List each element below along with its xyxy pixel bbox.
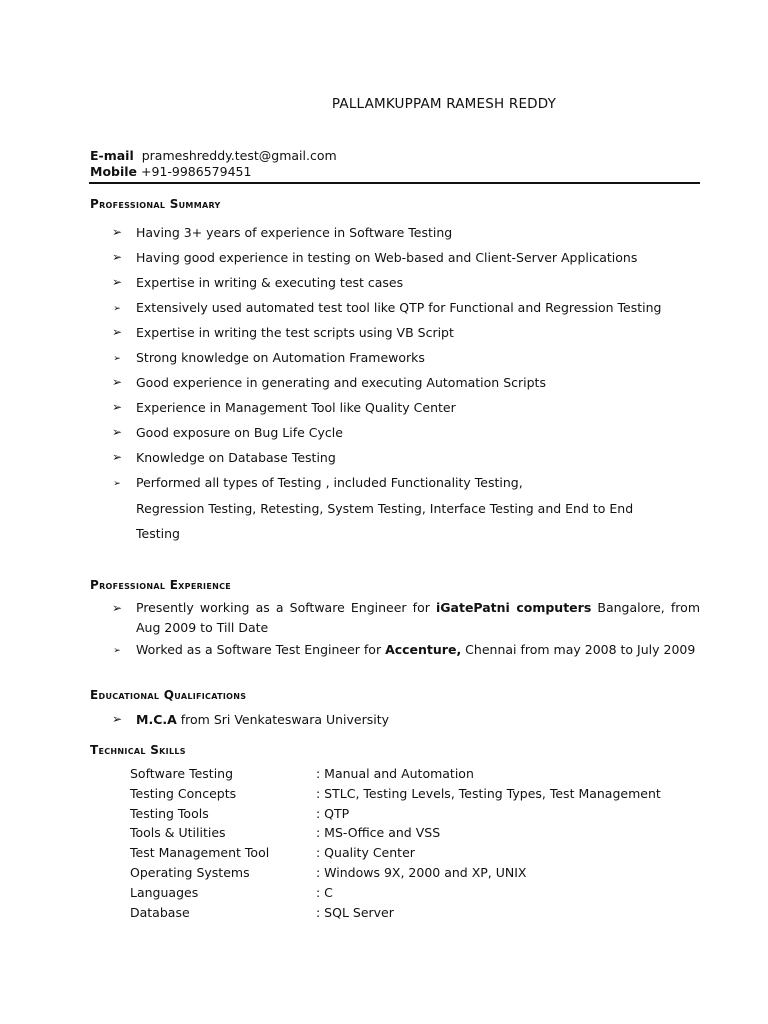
arrow-bullet-icon: ➢: [113, 354, 121, 364]
list-item: ➢ Having good experience in testing on Web-based and Client-Server Applications: [111, 250, 638, 265]
table-row: Software Testing : Manual and Automation: [130, 766, 474, 781]
arrow-bullet-icon: ➢: [113, 304, 121, 314]
education-title: Educational Qualifications: [90, 688, 247, 702]
arrow-bullet-icon: ➢: [111, 425, 123, 439]
experience-list: [110, 598, 700, 662]
arrow-bullet-icon: ➢: [113, 479, 121, 489]
table-row: Testing Concepts : STLC, Testing Levels, Testing Types, Test Management: [130, 785, 661, 801]
skills-table: [130, 766, 661, 924]
table-row: Tools & Utilities : MS-Office and VSS: [130, 825, 441, 841]
arrow-bullet-icon: ➢: [111, 450, 123, 464]
list-item: ➢ Extensively used automated test tool like QTP for Functional and Regression Testing: [110, 300, 661, 325]
arrow-bullet-icon: ➢: [111, 250, 123, 264]
arrow-bullet-icon: ➢: [111, 400, 123, 414]
list-item: ➢ Having 3+ years of experience in Software Testing: [111, 225, 453, 240]
summary-list: [110, 225, 661, 500]
table-row: Testing Tools : QTP: [130, 805, 350, 821]
contact-block: [90, 148, 337, 179]
list-item: ➢ Performed all types of Testing , included Functionality Testing,: [110, 475, 661, 500]
skills-title: Technical Skills: [90, 743, 186, 757]
list-item: ➢ M.C.A from Sri Venkateswara University: [111, 712, 390, 727]
email-label: E-mail: [90, 148, 134, 163]
summary-continuation-line: Regression Testing, Retesting, System Testing, Interface Testing and End to End: [136, 501, 634, 516]
table-row: Database : SQL Server: [130, 904, 394, 920]
summary-title: Professional Summary: [90, 197, 221, 211]
list-item: ➢ Expertise in writing the test scripts using VB Script: [111, 325, 454, 340]
list-item: ➢ Worked as a Software Test Engineer for Accenture, Chennai from may 2008 to July 2009: [110, 640, 700, 660]
arrow-bullet-icon: ➢: [111, 325, 123, 339]
list-item: ➢ Good experience in generating and executing Automation Scripts: [111, 375, 546, 390]
table-row: Languages : C: [130, 884, 333, 900]
company-name: Accenture,: [385, 642, 462, 657]
email-value: prameshreddy.test@gmail.com: [141, 148, 337, 163]
mobile-label: Mobile: [90, 163, 138, 179]
arrow-bullet-icon: ➢: [111, 712, 123, 726]
list-item: ➢ Strong knowledge on Automation Frameworks: [110, 350, 661, 375]
list-item: ➢ Experience in Management Tool like Quality Center: [111, 400, 456, 415]
arrow-bullet-icon: ➢: [111, 225, 123, 239]
arrow-bullet-icon: ➢: [111, 275, 123, 289]
list-item: ➢ Presently working as a Software Engineer for iGatePatni computers Bangalore, from Aug 2009 to Till Date: [111, 600, 700, 635]
list-item: ➢ Knowledge on Database Testing: [111, 450, 336, 465]
arrow-bullet-icon: ➢: [111, 601, 123, 615]
email-line: [90, 148, 337, 164]
company-name: iGatePatni computers: [435, 600, 592, 615]
education-list: [110, 712, 389, 737]
summary-continuation-line: Testing: [136, 526, 180, 541]
mobile-line: [90, 164, 337, 180]
candidate-name: PALLAMKUPPAM RAMESH REDDY: [331, 96, 557, 112]
experience-title: Professional Experience: [90, 578, 232, 592]
table-row: Test Management Tool : Quality Center: [130, 845, 415, 861]
header-divider: [89, 182, 700, 184]
arrow-bullet-icon: ➢: [113, 646, 121, 656]
mobile-value: +91-9986579451: [141, 163, 252, 179]
table-row: Operating Systems : Windows 9X, 2000 and XP, UNIX: [130, 864, 527, 880]
list-item: ➢ Expertise in writing & executing test cases: [111, 275, 404, 290]
degree-name: M.C.A: [136, 712, 177, 727]
list-item: ➢ Good exposure on Bug Life Cycle: [111, 425, 343, 440]
arrow-bullet-icon: ➢: [111, 375, 123, 389]
